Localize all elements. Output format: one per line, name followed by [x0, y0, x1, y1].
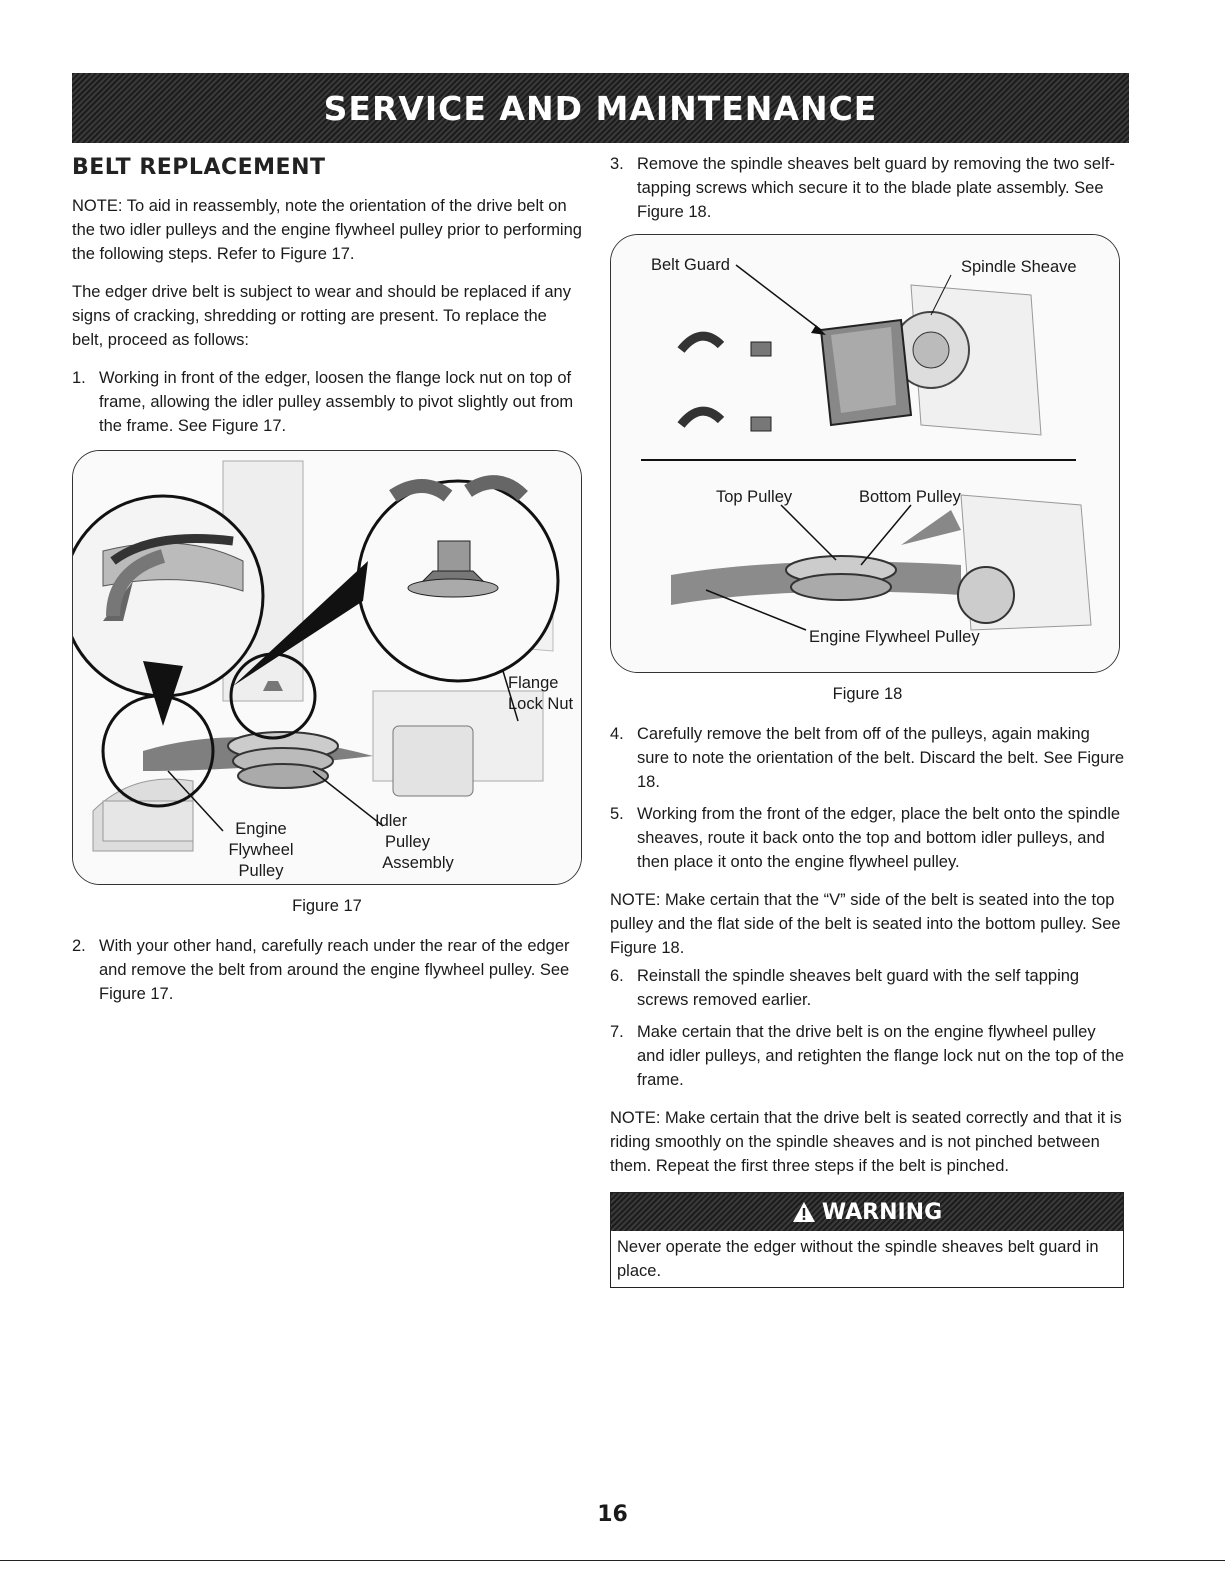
- intro-paragraph: The edger drive belt is subject to wear and should be replaced if any signs of cracking, shredding or rotting are present. To replace the belt, proceed as follows:: [72, 283, 571, 349]
- label-belt-guard: Belt Guard: [651, 256, 730, 274]
- belt-guard-illustration: [611, 235, 1119, 672]
- figure-17-illustration: [72, 450, 582, 885]
- step-text: Make certain that the drive belt is on the engine flywheel pulley and idler pulleys, and retighten the flange lock nut on the top of the frame.: [637, 1023, 1125, 1089]
- figure-18-caption: Figure 18: [832, 685, 903, 703]
- label-idler: Idler: [375, 812, 408, 830]
- left-column: [72, 150, 582, 1014]
- right-column: [610, 152, 1125, 1288]
- step-4: [610, 722, 1125, 794]
- label-engine: Engine: [235, 820, 287, 838]
- warning-box: [610, 1192, 1124, 1288]
- label-flange-lock-nut: [508, 673, 573, 715]
- section-heading: BELT REPLACEMENT: [72, 155, 326, 180]
- label-top-pulley: Top Pulley: [716, 488, 793, 506]
- label-lock-nut: Lock Nut: [508, 695, 574, 713]
- label-flywheel: Flywheel: [228, 841, 294, 859]
- step-text: Working from the front of the edger, place the belt onto the spindle sheaves, route it back onto the top and bottom idler pulleys, and then place it onto the engine flywheel pulley.: [637, 805, 1121, 871]
- label-pulley: Pulley: [238, 862, 284, 880]
- step-text: Working in front of the edger, loosen the flange lock nut on top of frame, allowing the idler pulley assembly to pivot slightly out from the frame. See Figure 17.: [99, 369, 574, 435]
- step-number: 6.: [610, 967, 624, 985]
- figure-18-illustration: [610, 234, 1120, 673]
- step-text: Reinstall the spindle sheaves belt guard with the self tapping screws removed earlier.: [637, 967, 1080, 1009]
- label-engine-flywheel-pulley: [221, 819, 301, 882]
- label-spindle-sheave: Spindle Sheave: [961, 258, 1077, 276]
- step-1: [72, 366, 582, 438]
- note-seated-correctly: NOTE: Make certain that the drive belt is seated correctly and that it is riding smoothly on the spindle sheaves and is not pinched between them. Repeat the first three steps if the belt is pinched.: [610, 1109, 1122, 1175]
- warning-triangle-icon: [792, 1201, 816, 1223]
- step-number: 3.: [610, 155, 624, 173]
- note-orientation: NOTE: To aid in reassembly, note the orientation of the drive belt on the two idler pulleys and the engine flywheel pulley prior to performing the following steps. Refer to Figure 17.: [72, 197, 582, 263]
- step-5: [610, 802, 1125, 874]
- step-number: 4.: [610, 725, 624, 743]
- label-flange: Flange: [508, 674, 559, 692]
- step-2: [72, 934, 582, 1006]
- bottom-divider: [0, 1560, 1225, 1561]
- step-7: [610, 1020, 1125, 1092]
- step-6: [610, 964, 1125, 1012]
- warning-title: WARNING: [821, 1199, 943, 1225]
- step-3: [610, 152, 1125, 224]
- label-idler-pulley: Pulley: [385, 833, 430, 851]
- label-idler-pulley-assembly: [363, 811, 473, 874]
- step-number: 7.: [610, 1023, 624, 1041]
- figure-17-caption: Figure 17: [292, 897, 362, 915]
- step-text: Carefully remove the belt from off of the pulleys, again making sure to note the orientation of the belt. Discard the belt. See Figure 18.: [637, 725, 1125, 791]
- step-number: 1.: [72, 369, 86, 387]
- label-engine-flywheel-pulley: Engine Flywheel Pulley: [809, 628, 980, 646]
- step-number: 2.: [72, 937, 86, 955]
- label-bottom-pulley: Bottom Pulley: [859, 488, 961, 506]
- warning-header: [611, 1193, 1123, 1231]
- step-text: Remove the spindle sheaves belt guard by removing the two self-tapping screws which secure it to the blade plate assembly. See Figure 18.: [637, 155, 1115, 221]
- label-assembly: Assembly: [382, 854, 454, 872]
- note-v-side: NOTE: Make certain that the “V” side of the belt is seated into the top pulley and the flat side of the belt is seated into the bottom pulley. See Figure 18.: [610, 891, 1121, 957]
- banner-title: SERVICE AND MAINTENANCE: [323, 88, 878, 128]
- belt-drive-illustration: [73, 451, 581, 884]
- section-banner: [72, 73, 1129, 143]
- warning-text: Never operate the edger without the spindle sheaves belt guard in place.: [617, 1238, 1099, 1280]
- step-text: With your other hand, carefully reach under the rear of the edger and remove the belt from around the engine flywheel pulley. See Figure 17.: [99, 937, 570, 1003]
- step-number: 5.: [610, 805, 624, 823]
- page-number: 16: [597, 1502, 628, 1527]
